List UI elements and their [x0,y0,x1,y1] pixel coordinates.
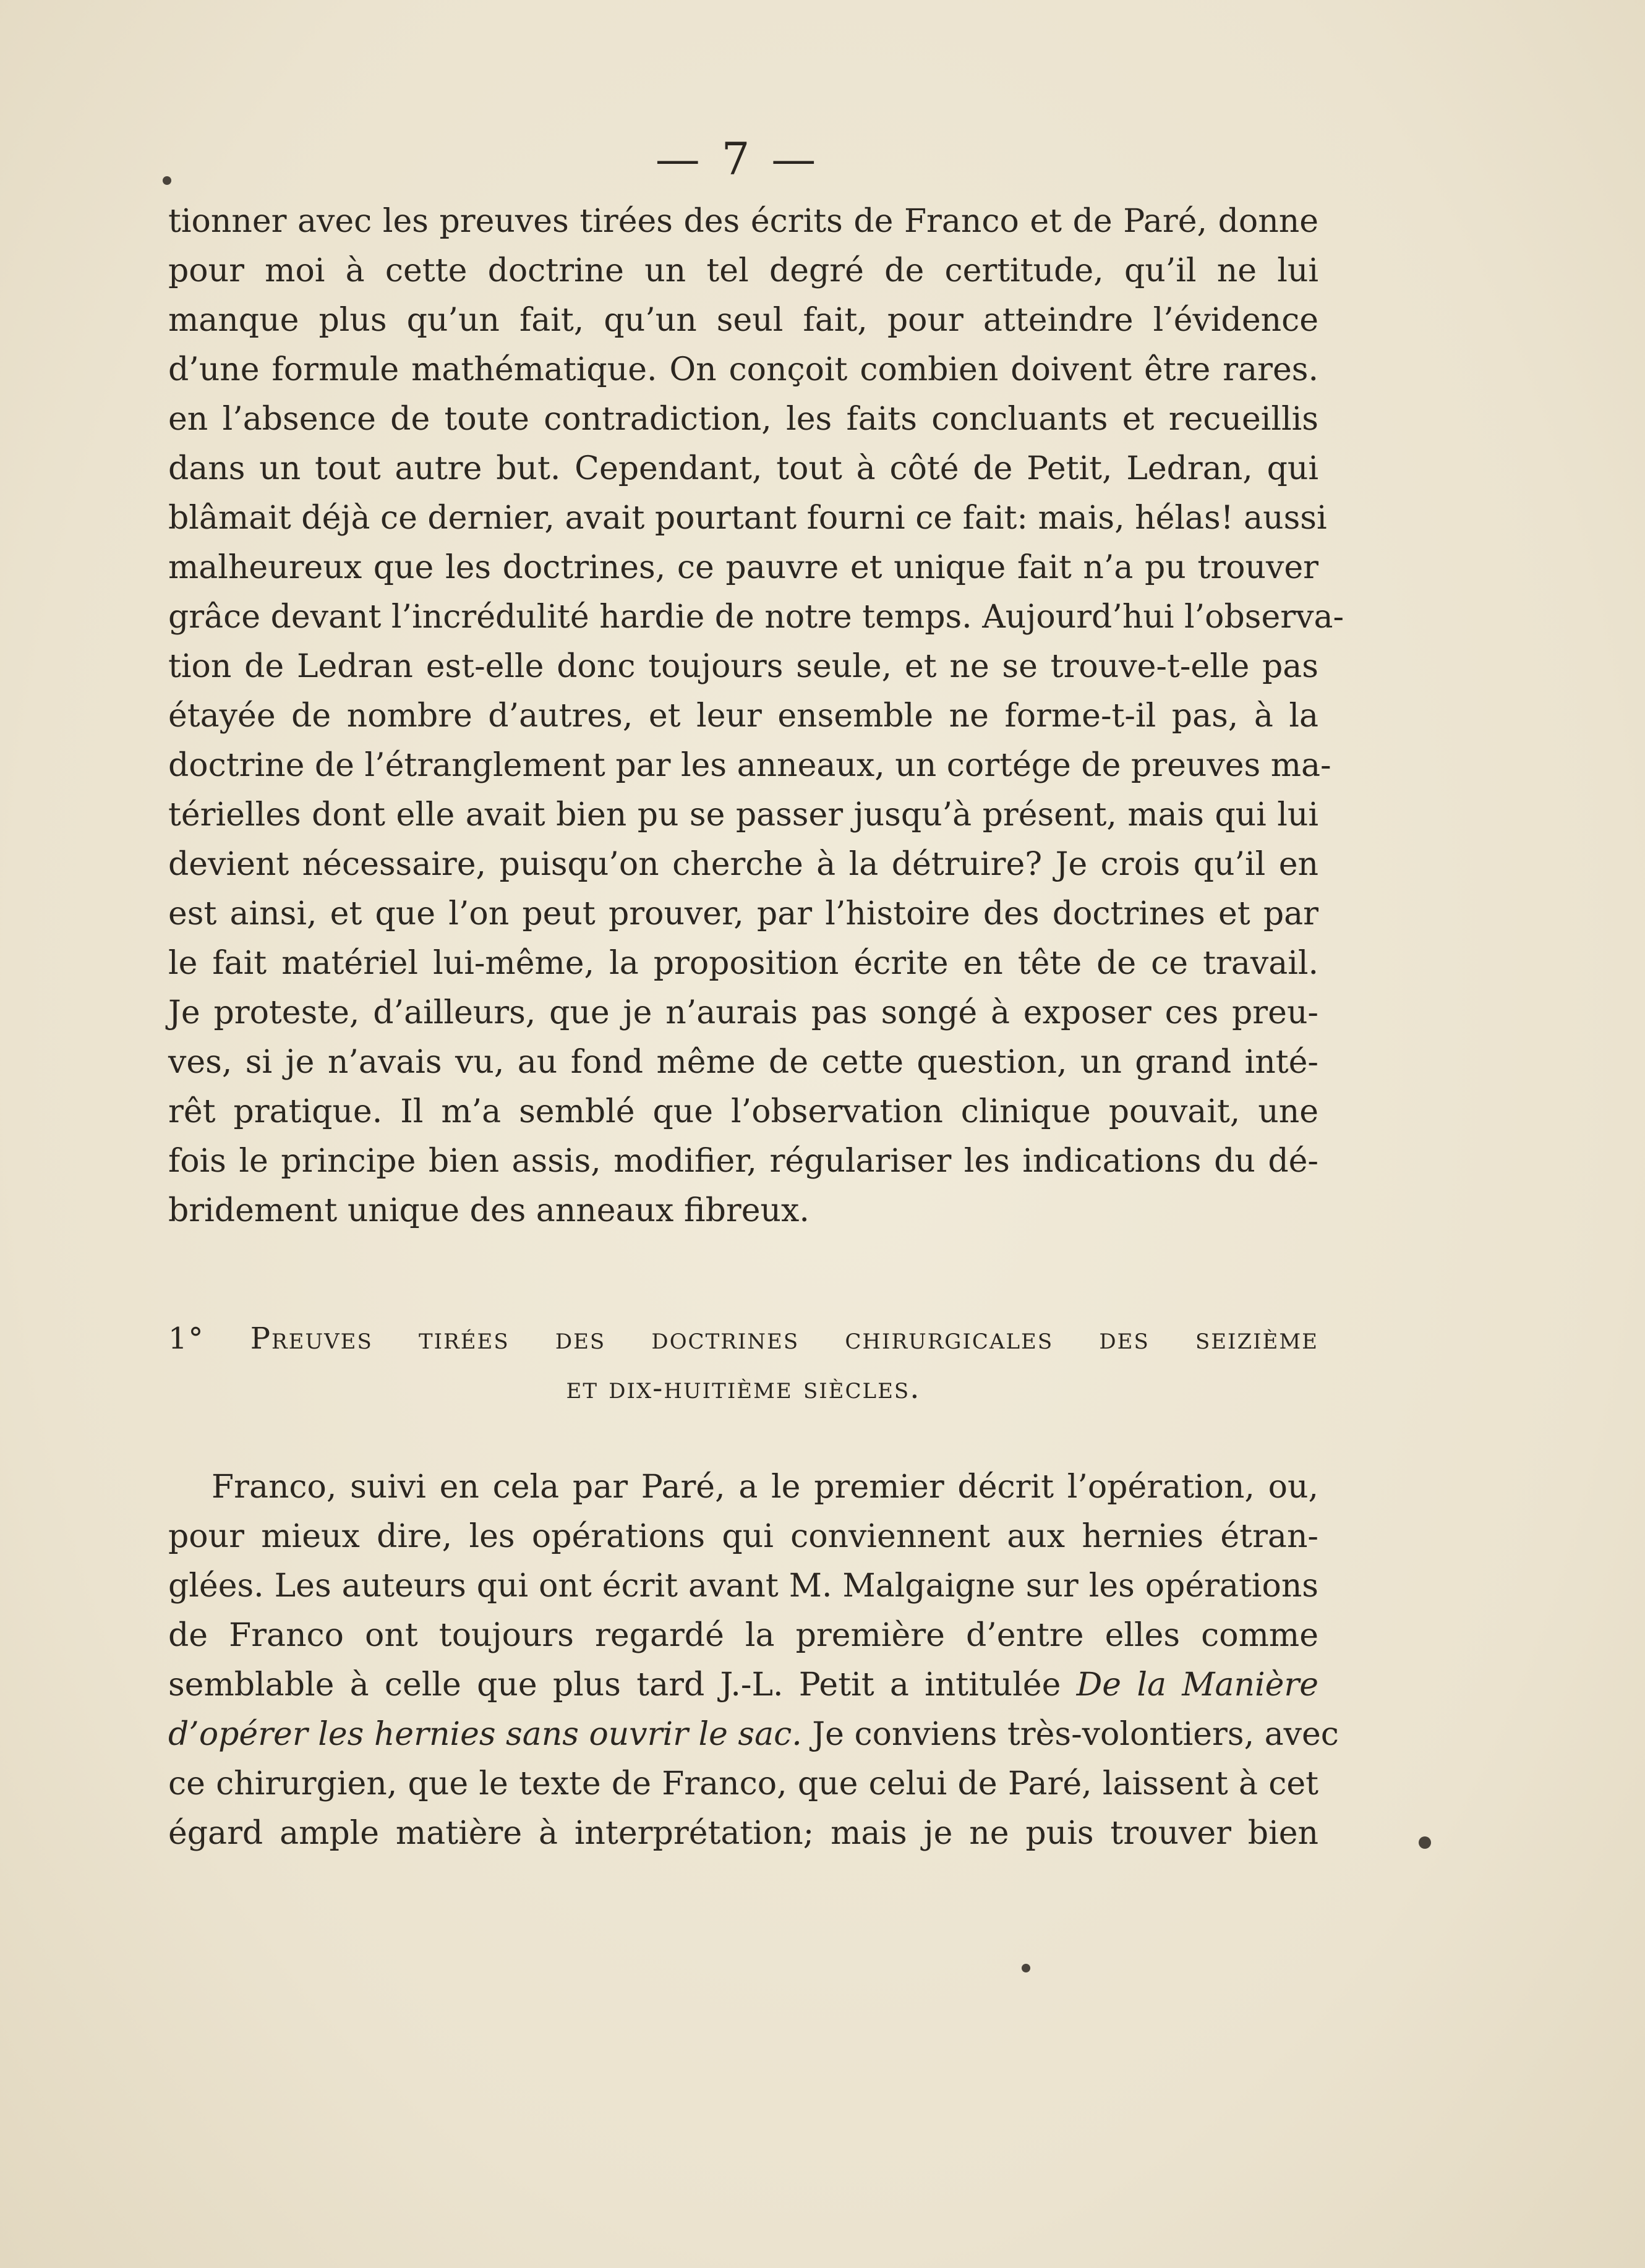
text-line: pour mieux dire, les opérations qui conviennent aux hernies étran- [168,1518,1318,1555]
section-heading-line-1: 1° Preuves tirées des doctrines chirurgicales des seizième [168,1321,1318,1356]
text-line: en l’absence de toute contradiction, les faits concluants et recueillis [168,401,1318,438]
text-line-with-italic [168,1710,1339,1759]
text-run: semblable à celle que plus tard J.-L. Petit a intitulée [168,1666,1077,1703]
paragraph-2 [168,1462,1339,1858]
text-line: bridement unique des anneaux fibreux. [168,1192,810,1229]
text-line: malheureux que les doctrines, ce pauvre et unique fait n’a pu trouver [168,549,1318,586]
text-line: grâce devant l’incrédulité hardie de notre temps. Aujourd’hui l’observa- [168,599,1344,636]
text-line: blâmait déjà ce dernier, avait pourtant fourni ce fait: mais, hélas! aussi [168,500,1327,537]
text-line: fois le principe bien assis, modifier, régulariser les indications du dé- [168,1143,1318,1180]
text-line: manque plus qu’un fait, qu’un seul fait, pour atteindre l’évidence [168,302,1318,339]
italic-title-run: De la Manière [1076,1666,1318,1703]
paragraph-1 [168,197,1344,1235]
text-run: Je conviens très-volontiers, avec [801,1716,1339,1753]
section-heading-line-2: et dix-huitième siècles. [566,1371,921,1405]
page-number: — 7 — [655,133,820,185]
text-line: pour moi à cette doctrine un tel degré de certitude, qu’il ne lui [168,252,1318,289]
text-line: tionner avec les preuves tirées des écrits de Franco et de Paré, donne [168,203,1318,240]
text-line: de Franco ont toujours regardé la première d’entre elles comme [168,1617,1318,1654]
text-line: tion de Ledran est-elle donc toujours seule, et ne se trouve-t-elle pas [168,648,1318,685]
text-line: égard ample matière à interprétation; mais je ne puis trouver bien [168,1815,1318,1852]
section-heading [168,1314,1318,1413]
text-line: Franco, suivi en cela par Paré, a le premier décrit l’opération, ou, [212,1469,1318,1506]
text-line: Je proteste, d’ailleurs, que je n’aurais pas songé à exposer ces preu- [168,994,1318,1031]
text-line: ves, si je n’avais vu, au fond même de cette question, un grand inté- [168,1044,1318,1081]
text-line: étayée de nombre d’autres, et leur ensemble ne forme-t-il pas, à la [168,697,1318,735]
text-line: doctrine de l’étranglement par les anneaux, un cortége de preuves ma- [168,747,1331,784]
text-line: le fait matériel lui-même, la proposition écrite en tête de ce travail. [168,945,1318,982]
text-line: glées. Les auteurs qui ont écrit avant M. Malgaigne sur les opérations [168,1567,1318,1605]
text-line: d’une formule mathématique. On conçoit combien doivent être rares. [168,351,1318,388]
ink-speck [163,176,171,185]
italic-title-run: d’opérer les hernies sans ouvrir le sac. [168,1716,802,1753]
text-line: est ainsi, et que l’on peut prouver, par l’histoire des doctrines et par [168,895,1318,932]
text-line-with-italic [168,1660,1318,1710]
text-line: ce chirurgien, que le texte de Franco, que celui de Paré, laissent à cet [168,1765,1318,1802]
text-line: rêt pratique. Il m’a semblé que l’observation clinique pouvait, une [168,1093,1318,1130]
ink-speck [1419,1836,1431,1849]
text-line: dans un tout autre but. Cependant, tout à côté de Petit, Ledran, qui [168,450,1318,487]
ink-speck [1022,1964,1030,1972]
text-line: devient nécessaire, puisqu’on cherche à la détruire? Je crois qu’il en [168,846,1318,883]
text-line: térielles dont elle avait bien pu se passer jusqu’à présent, mais qui lui [168,796,1318,833]
